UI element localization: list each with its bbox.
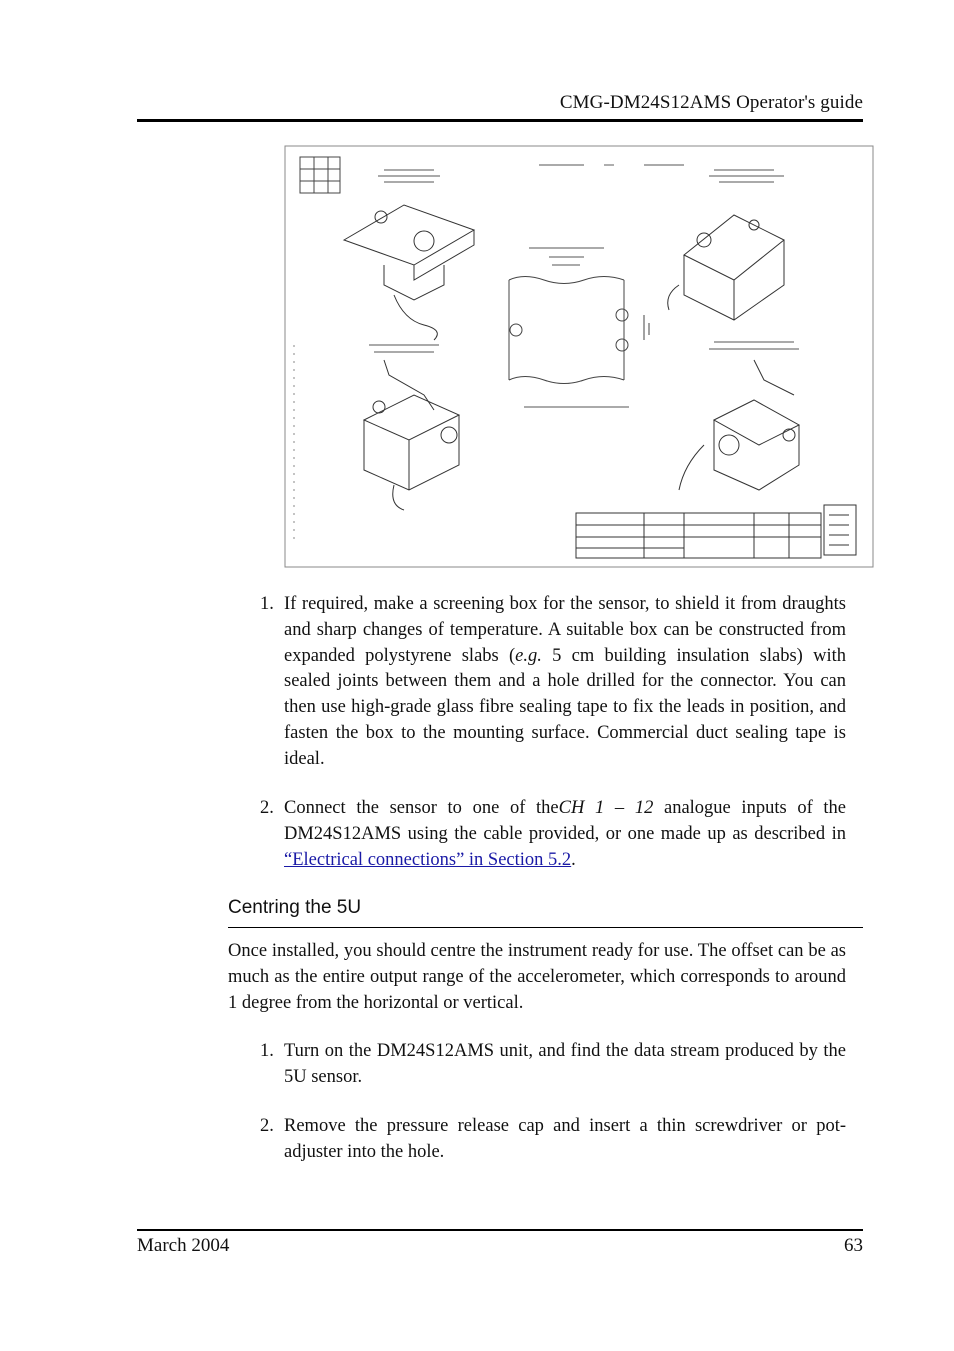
step-number: 1. [260, 1041, 274, 1061]
step-text: Connect the sensor to one of theCH 1 – 12 analogue inputs of the DM24S12AMS using the cable provided, or one made up as described in “Electrical connections” in Section 5.2. [284, 798, 847, 870]
list-item [260, 1039, 846, 1091]
cross-reference-link[interactable]: “Electrical connections” in Section 5.2 [284, 849, 572, 870]
section-rule [228, 927, 863, 928]
step-text: Turn on the DM24S12AMS unit, and find the data stream produced by the 5U sensor. [284, 1041, 846, 1087]
section-heading: Centring the 5U [228, 897, 362, 918]
section-intro: Once installed, you should centre the instrument ready for use. The offset can be as much as the entire output range of the accelerometer, which corresponds to around 1 degree from the horizontal or vertical. [228, 941, 846, 1013]
footer-rule [137, 1229, 863, 1231]
box-isometric-top-left [344, 205, 474, 340]
list-item [260, 1114, 846, 1166]
list-item [260, 796, 846, 873]
box-isometric-bottom-left [364, 360, 459, 510]
list-item [260, 592, 846, 773]
step-text: If required, make a screening box for the sensor, to shield it from draughts and sharp changes of temperature. A suitable box can be constructed from expanded polystyrene slabs (e.g. 5 cm building insulation slabs) with sealed joints between them and a hole drilled for the connector. You can then use high-grade glass fibre sealing tape to fix the leads in position, and fasten the box to the mounting surface. Commercial duct sealing tape is ideal. [284, 594, 846, 769]
running-header: CMG-DM24S12AMS Operator's guide [559, 92, 863, 113]
step-text: Remove the pressure release cap and insert a thin screwdriver or pot-adjuster into the hole. [284, 1116, 846, 1162]
box-isometric-top-right [668, 215, 784, 320]
step-number: 2. [260, 1116, 274, 1136]
step-number: 1. [260, 594, 274, 614]
header-rule [137, 119, 863, 122]
footer-date: March 2004 [137, 1235, 230, 1256]
mounting-outline [509, 277, 649, 384]
title-block [576, 505, 856, 558]
box-isometric-bottom-right [679, 360, 799, 490]
step-number: 2. [260, 798, 274, 818]
revision-table [300, 157, 340, 193]
page-number: 63 [844, 1235, 863, 1256]
engineering-drawing-figure [284, 145, 874, 568]
